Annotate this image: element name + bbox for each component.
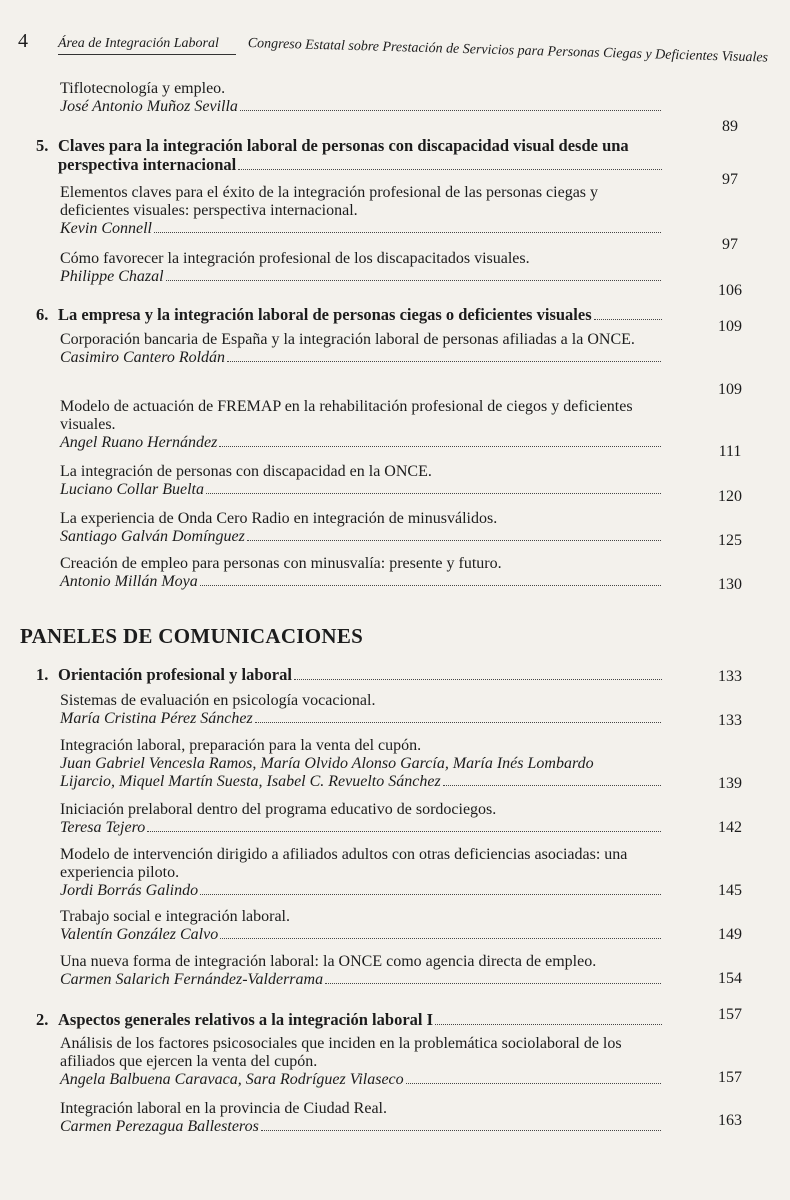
toc-entry (60, 398, 665, 452)
entry-page: 109 (718, 381, 742, 398)
leader-dots (227, 361, 661, 362)
entry-page: 106 (718, 282, 742, 299)
leader-dots (206, 493, 661, 494)
toc-entry (60, 331, 665, 367)
toc-entry (60, 250, 665, 286)
entry-page: 97 (722, 236, 738, 253)
toc-entry (60, 846, 665, 900)
entry-author: Casimiro Cantero Roldán (60, 349, 226, 366)
entry-author: Angel Ruano Hernández (60, 434, 218, 451)
entry-page: 149 (718, 926, 742, 943)
leader-dots (154, 232, 661, 233)
leader-dots (200, 894, 661, 895)
panel-title: Aspectos generales relativos a la integración laboral I (58, 1010, 434, 1029)
leader-dots (200, 585, 661, 586)
entry-title: Corporación bancaria de España y la integración laboral de personas afiliadas a la ONCE. (60, 331, 635, 348)
entry-author: Santiago Galván Domínguez (60, 528, 245, 545)
section-heading-5 (36, 136, 666, 174)
entry-title: Creación de empleo para personas con minusvalía: presente y futuro. (60, 555, 502, 572)
toc-entry (60, 692, 665, 728)
panels-heading: PANELES DE COMUNICACIONES (20, 624, 364, 648)
entry-title: Iniciación prelaboral dentro del programa educativo de sordociegos. (60, 801, 497, 818)
entry-author: Luciano Collar Buelta (60, 481, 204, 498)
entry-page: 154 (718, 970, 742, 987)
entry-title: Integración laboral en la provincia de Ciudad Real. (60, 1100, 387, 1117)
panel-page: 157 (718, 1006, 742, 1023)
entry-author: Angela Balbuena Caravaca, Sara Rodríguez Vilaseco (60, 1071, 404, 1088)
section-number: 5. (36, 136, 49, 155)
entry-author: Teresa Tejero (60, 819, 146, 836)
leader-dots (406, 1083, 661, 1084)
entry-title: La experiencia de Onda Cero Radio en integración de minusválidos. (60, 510, 498, 527)
leader-dots (294, 679, 662, 680)
entry-page: 163 (718, 1112, 742, 1129)
section-page: 97 (722, 171, 738, 188)
entry-title: La integración de personas con discapacidad en la ONCE. (60, 463, 432, 480)
entry-page: 145 (718, 882, 742, 899)
toc-entry (60, 555, 665, 591)
leader-dots (240, 110, 661, 111)
running-title-left: Área de Integración Laboral (58, 36, 219, 51)
toc-entry (60, 737, 665, 791)
entry-page: 89 (722, 118, 738, 135)
entry-page: 142 (718, 819, 742, 836)
entry-title: Modelo de actuación de FREMAP en la rehabilitación profesional de ciegos y deficientes visuales. (60, 398, 633, 433)
entry-title: Cómo favorecer la integración profesional de los discapacitados visuales. (60, 250, 530, 267)
leader-dots (594, 319, 662, 320)
entry-author: Jordi Borrás Galindo (60, 882, 199, 899)
entry-author: Antonio Millán Moya (60, 573, 198, 590)
toc-entry (60, 801, 665, 837)
toc-entry (60, 908, 665, 944)
entry-page: 133 (718, 712, 742, 729)
section-number: 6. (36, 305, 49, 324)
leader-dots (255, 722, 661, 723)
entry-author: Kevin Connell (60, 220, 152, 237)
page-number: 4 (18, 30, 28, 52)
toc-entry (60, 953, 665, 989)
leader-dots (219, 446, 661, 447)
leader-dots (443, 785, 661, 786)
toc-entry (60, 463, 665, 499)
entry-author: José Antonio Muñoz Sevilla (60, 98, 238, 115)
entry-author: Philippe Chazal (60, 268, 164, 285)
leader-dots (166, 280, 661, 281)
panel-number: 1. (36, 665, 49, 684)
entry-title: Elementos claves para el éxito de la integración profesional de las personas ciegas y deficientes visuales: perspectiva internacional. (60, 184, 599, 219)
leader-dots (247, 540, 661, 541)
section-title-line2: perspectiva internacional (58, 155, 237, 174)
entry-title: Sistemas de evaluación en psicología vocacional. (60, 692, 376, 709)
running-title-right: Congreso Estatal sobre Prestación de Servicios para Personas Ciegas y Deficientes Visuales (247, 36, 769, 66)
entry-page: 139 (718, 775, 742, 792)
entry-author: Carmen Perezagua Ballesteros (60, 1118, 259, 1135)
toc-entry (60, 1100, 665, 1136)
leader-dots (435, 1024, 662, 1025)
leader-dots (220, 938, 661, 939)
entry-author: Valentín González Calvo (60, 926, 219, 943)
entry-page: 157 (718, 1069, 742, 1086)
panel-number: 2. (36, 1010, 49, 1029)
section-title: La empresa y la integración laboral de personas ciegas o deficientes visuales (58, 305, 592, 324)
entry-title: Una nueva forma de integración laboral: la ONCE como agencia directa de empleo. (60, 953, 597, 970)
entry-page: 125 (718, 532, 742, 549)
toc-entry (60, 80, 665, 116)
leader-dots (261, 1130, 661, 1131)
entry-page: 130 (718, 576, 742, 593)
entry-author: Lijarcio, Miquel Martín Suesta, Isabel C. Revuelto Sánchez (60, 773, 441, 790)
entry-title: Tiflotecnología y empleo. (60, 80, 226, 97)
entry-title: Modelo de intervención dirigido a afiliados adultos con otras deficiencias asociadas: una experiencia piloto. (60, 846, 628, 881)
leader-dots (238, 169, 662, 170)
entry-author: Carmen Salarich Fernández-Valderrama (60, 971, 324, 988)
panel-heading-1 (36, 665, 666, 684)
entry-author-line1: Juan Gabriel Vencesla Ramos, María Olvido Alonso García, María Inés Lombardo (60, 755, 594, 772)
entry-page: 111 (718, 443, 742, 460)
entry-title: Análisis de los factores psicosociales que inciden en la problemática sociolaboral de los afiliados que ejercen la venta del cupón. (60, 1035, 622, 1070)
entry-page: 120 (718, 488, 742, 505)
panel-title: Orientación profesional y laboral (58, 665, 292, 684)
leader-dots (147, 831, 661, 832)
entry-title: Integración laboral, preparación para la venta del cupón. (60, 737, 422, 754)
entry-author: María Cristina Pérez Sánchez (60, 710, 253, 727)
entry-title: Trabajo social e integración laboral. (60, 908, 290, 925)
panel-heading-2 (36, 1010, 666, 1029)
section-title-line1: Claves para la integración laboral de personas con discapacidad visual desde una (58, 136, 629, 155)
panel-page: 133 (718, 668, 742, 685)
toc-entry (60, 1035, 665, 1089)
leader-dots (325, 983, 661, 984)
section-heading-6 (36, 305, 666, 324)
toc-entry (60, 184, 665, 238)
section-page: 109 (718, 318, 742, 335)
toc-entry (60, 510, 665, 546)
